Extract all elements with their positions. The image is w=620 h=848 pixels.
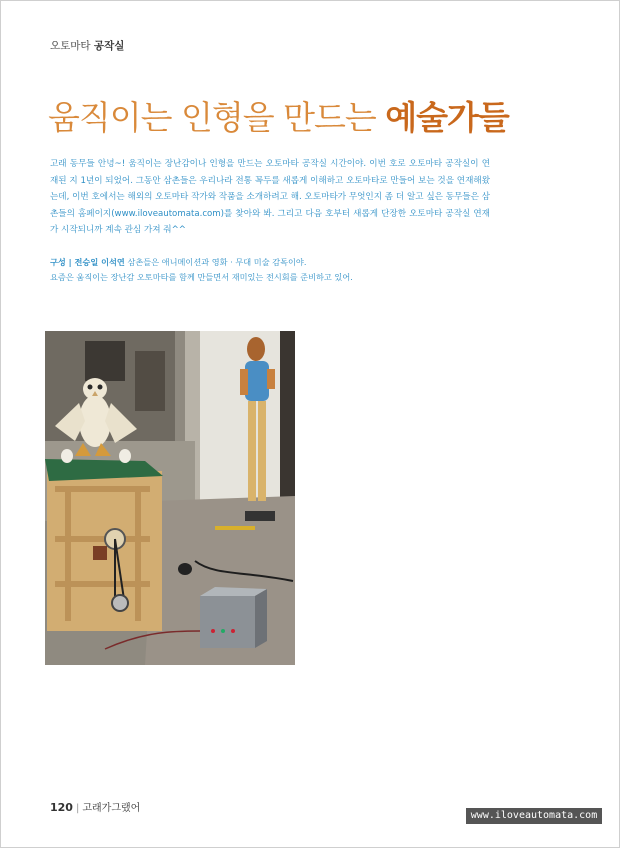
intro-paragraph: 고래 동무들 안녕~! 움직이는 장난감이나 인형을 만드는 오토마타 공작실 시간이야. 이번 호로 오토마타 공작실이 연재된 지 1년이 되었어. 그동안 삼촌들은 우리나라 전통 꼭두를 새롭게 이해하고 오토마타로 만들어 보는 것을 연재해왔는데, 이번 호에서는 해외의 오토마타 작가와 작품을 소개하려고 해. 오토마타가 무엇인지 좀 더 알고 싶은 동무들은 삼촌들의 홈페이지(www.iloveautomata.com)를 찾아와 봐. 그리고 다음 호부터 새롭게 단장한 오토마타 공작실 연재가 시작되니까 계속 관심 가져 줘^^ <box>50 159 490 235</box>
page-title <box>48 92 509 139</box>
title-bold: 예술가들 <box>385 98 509 137</box>
photo-illustration <box>45 331 295 665</box>
website-badge: www.iloveautomata.com <box>466 808 602 824</box>
automaton-photo <box>45 331 295 665</box>
page-number: 120 <box>50 801 73 814</box>
magazine-name: 고래가그랬어 <box>82 803 141 814</box>
credits-line1: 삼촌들은 애니메이션과 영화 · 무대 미술 감독이야. <box>127 257 307 267</box>
title-light: 움직이는 인형을 만드는 <box>48 98 386 137</box>
section-bold: 공작실 <box>93 40 125 52</box>
section-prefix: 오토마타 <box>50 40 91 52</box>
page-folio: 120 | 고래가그랬어 <box>50 801 141 814</box>
section-label <box>50 38 124 53</box>
credits-label: 구성 | 전승일 이석연 <box>50 257 125 267</box>
credits-block <box>50 255 490 284</box>
credits-line2: 요즘은 움직이는 장난감 오토마타를 함께 만들면서 재미있는 전시회를 준비하고 있어. <box>50 271 353 282</box>
